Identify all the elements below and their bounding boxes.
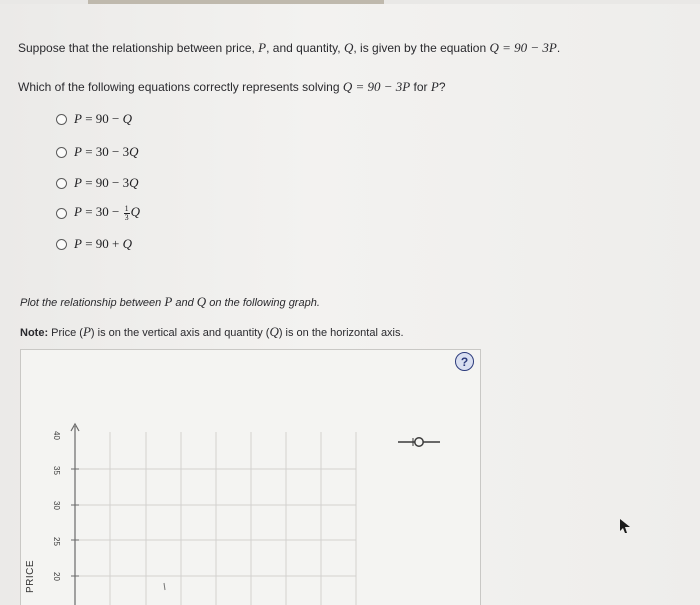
y-tick-label-20: 20 xyxy=(51,572,61,581)
question-prompt: Which of the following equations correctly represents solving Q = 90 − 3P for P? xyxy=(18,79,446,94)
y-tick-label-35: 35 xyxy=(51,466,61,475)
y-axis-label: PRICE xyxy=(25,559,36,593)
axis-note: Note: Price (P) is on the vertical axis and quantity (Q) is on the horizontal axis. xyxy=(20,324,404,339)
option-equation: P = 90 + Q xyxy=(74,236,133,251)
option-equation: P = 90 − Q xyxy=(74,111,133,126)
y-tick-label-40: 40 xyxy=(51,431,61,440)
option-equation: P = 90 − 3Q xyxy=(74,175,139,190)
line-tool-icon[interactable] xyxy=(398,435,440,449)
y-tick-label-25: 25 xyxy=(51,537,61,546)
plot-instruction: Plot the relationship between P and Q on the following graph. xyxy=(20,294,320,309)
y-tick-label-30: 30 xyxy=(51,501,61,510)
mouse-cursor-icon xyxy=(619,518,631,534)
option-equation: P = 30 − 3Q xyxy=(74,144,139,159)
help-icon[interactable]: ? xyxy=(455,352,474,371)
stray-mark xyxy=(164,583,165,590)
question-statement: Suppose that the relationship between price, P, and quantity, Q, is given by the equation Q = 90 − 3P. xyxy=(18,40,561,55)
fraction-one-third: $\frac{1}{3}$ xyxy=(124,203,129,222)
option-equation: P = 30 − $\frac{1}{3}$ Q xyxy=(74,203,141,222)
